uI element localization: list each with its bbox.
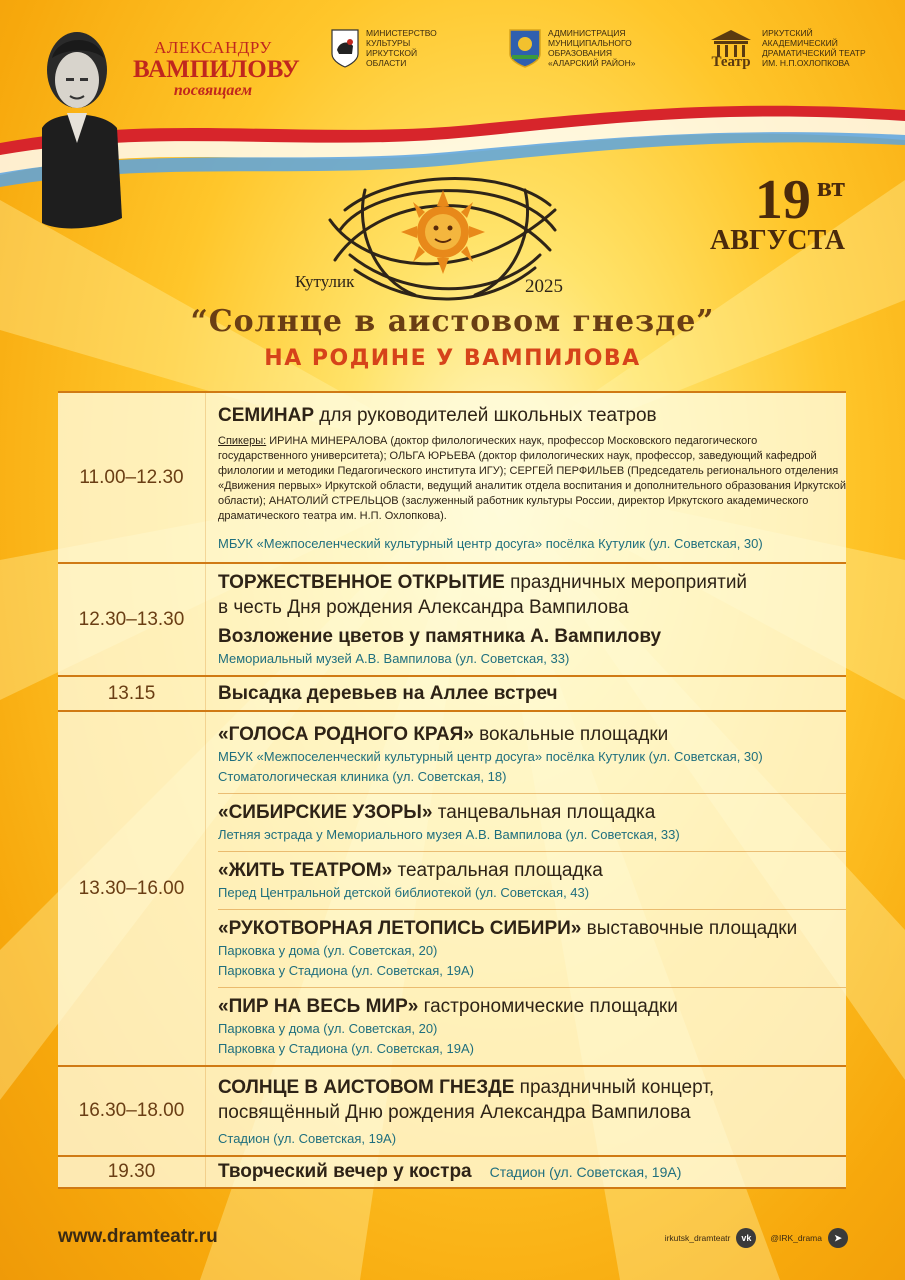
event-address: Летняя эстрада у Мемориального музея А.В. Вампилова (ул. Советская, 33) xyxy=(218,827,680,842)
speakers-text: ИРИНА МИНЕРАЛОВА (доктор филологических наук, профессор Московского педагогического государственного университета); ОЛЬГА ЮРЬЕВА (доктор филологических наук, профессор, заведующий кафедрой филологии и методики Педагогического института ИГУ); СЕРГЕЙ ПЕРФИЛЬЕВ (Председатель регионального отделения «Движения первых» Иркутской области, ведущий аналитик отдела воспитания и дополнительного образования Иркутской области); АНАТОЛИЙ СТРЕЛЬЦОВ (заслуженный работник культуры России, директор Иркутского академического драматического театра им. Н.П. Охлопкова). xyxy=(218,435,846,522)
partner-theatre-line: ИМ. Н.П.ОХЛОПКОВА xyxy=(762,58,850,68)
partner-ministry-line: ИРКУТСКОЙ xyxy=(366,48,418,58)
event-address: Стадион (ул. Советская, 19А) xyxy=(489,1164,682,1180)
partner-admin-line: ОБРАЗОВАНИЯ xyxy=(548,48,612,58)
schedule-time: 12.30–13.30 xyxy=(58,564,206,675)
page-subtitle: НА РОДИНЕ У ВАМПИЛОВА xyxy=(264,346,641,371)
schedule-time: 16.30–18.00 xyxy=(58,1067,206,1155)
telegram-icon[interactable]: ➤ xyxy=(828,1228,848,1248)
event-title-line2: в честь Дня рождения Александра Вампилова xyxy=(218,597,629,618)
schedule-table xyxy=(58,391,846,1189)
alarsky-district-emblem-icon xyxy=(508,28,542,68)
schedule-row xyxy=(58,675,846,710)
partner-admin-line: МУНИЦИПАЛЬНОГО xyxy=(548,38,632,48)
page-title: “Солнце в аистовом гнезде” xyxy=(190,304,715,339)
event-title-rest: гастрономические площадки xyxy=(418,996,678,1017)
partner-ministry xyxy=(330,28,437,68)
vampilov-portrait xyxy=(22,18,132,238)
partner-theatre-line: ИРКУТСКИЙ xyxy=(762,28,813,38)
social-links xyxy=(665,1228,848,1248)
dedication-line1: АЛЕКСАНДРУ xyxy=(154,38,272,57)
event-address: Парковка у Стадиона (ул. Советская, 19А) xyxy=(218,963,474,978)
event-title: «РУКОТВОРНАЯ ЛЕТОПИСЬ СИБИРИ» xyxy=(218,918,582,939)
event-title: Высадка деревьев на Аллее встреч xyxy=(218,683,558,704)
event-title: «ГОЛОСА РОДНОГО КРАЯ» xyxy=(218,724,474,745)
schedule-row xyxy=(58,1065,846,1155)
partner-theatre xyxy=(706,28,866,72)
schedule-time: 11.00–12.30 xyxy=(58,393,206,562)
schedule-time: 13.30–16.00 xyxy=(58,712,206,1065)
event-address: Перед Центральной детской библиотекой (ул. Советская, 43) xyxy=(218,885,590,900)
schedule-row xyxy=(58,710,846,1065)
event-title-rest: театральная площадка xyxy=(392,860,603,881)
event-address: Парковка у Стадиона (ул. Советская, 19А) xyxy=(218,1041,474,1056)
partner-admin-line: АДМИНИСТРАЦИЯ xyxy=(548,28,626,38)
event-title: СОЛНЦЕ В АИСТОВОМ ГНЕЗДЕ xyxy=(218,1077,515,1098)
schedule-row xyxy=(58,1155,846,1189)
partner-administration xyxy=(508,28,635,68)
date-weekday: вт xyxy=(816,172,845,203)
schedule-row xyxy=(58,391,846,562)
footer xyxy=(58,1224,848,1254)
dedication-block xyxy=(133,38,300,100)
event-title-rest: праздничный концерт, xyxy=(514,1077,715,1098)
telegram-handle[interactable]: @IRK_drama xyxy=(770,1233,822,1243)
speakers-label: Спикеры: xyxy=(218,435,267,447)
partner-ministry-line: ОБЛАСТИ xyxy=(366,58,407,68)
date-day: 19 xyxy=(754,169,811,231)
event-title: Творческий вечер у костра xyxy=(218,1161,472,1182)
event-title: СЕМИНАР xyxy=(218,405,314,426)
event-address: Стадион (ул. Советская, 19А) xyxy=(218,1131,397,1146)
event-address: Мемориальный музей А.В. Вампилова (ул. Советская, 33) xyxy=(218,651,570,666)
event-title-rest: праздничных мероприятий xyxy=(504,572,748,593)
partner-theatre-line: АКАДЕМИЧЕСКИЙ xyxy=(762,38,838,48)
event-title-rest: выставочные площадки xyxy=(581,918,798,939)
vk-icon[interactable]: vk xyxy=(736,1228,756,1248)
vk-handle[interactable]: irkutsk_dramteatr xyxy=(664,1233,731,1243)
irkutsk-coat-of-arms-icon xyxy=(330,28,360,68)
schedule-row xyxy=(58,562,846,675)
theatre-logo-icon xyxy=(706,28,756,72)
event-date xyxy=(710,169,845,256)
partner-ministry-line: КУЛЬТУРЫ xyxy=(366,38,411,48)
theatre-logo-text: Театр xyxy=(711,54,751,70)
event-address: Парковка у дома (ул. Советская, 20) xyxy=(218,943,438,958)
emblem-year-label: 2025 xyxy=(525,276,563,297)
schedule-time: 13.15 xyxy=(58,677,206,710)
dedication-line2: ВАМПИЛОВУ xyxy=(133,56,300,83)
date-month: АВГУСТА xyxy=(710,225,845,256)
partner-admin-line: «АЛАРСКИЙ РАЙОН» xyxy=(548,58,636,68)
event-title: «ПИР НА ВЕСЬ МИР» xyxy=(218,996,419,1017)
event-title-line2: посвящённый Дню рождения Александра Вампилова xyxy=(218,1102,691,1123)
website-link[interactable]: www.dramteatr.ru xyxy=(58,1226,218,1247)
event-subtitle: Возложение цветов у памятника А. Вампилову xyxy=(218,626,662,647)
partner-ministry-line: МИНИСТЕРСТВО xyxy=(366,28,437,38)
schedule-time: 19.30 xyxy=(58,1157,206,1187)
event-address: Стоматологическая клиника (ул. Советская, 18) xyxy=(218,769,507,784)
event-address: МБУК «Межпоселенческий культурный центр досуга» посёлка Кутулик (ул. Советская, 30) xyxy=(218,536,763,551)
dedication-line3: посвящаем xyxy=(173,82,253,99)
partner-theatre-line: ДРАМАТИЧЕСКИЙ ТЕАТР xyxy=(762,48,866,58)
event-title: «СИБИРСКИЕ УЗОРЫ» xyxy=(218,802,433,823)
event-title-rest: для руководителей школьных театров xyxy=(314,405,657,426)
emblem-place-label: Кутулик xyxy=(295,272,355,291)
event-title: ТОРЖЕСТВЕННОЕ ОТКРЫТИЕ xyxy=(218,572,505,593)
event-title-rest: вокальные площадки xyxy=(473,724,669,745)
event-address: Парковка у дома (ул. Советская, 20) xyxy=(218,1021,438,1036)
event-title-rest: танцевальная площадка xyxy=(432,802,656,823)
event-address: МБУК «Межпоселенческий культурный центр досуга» посёлка Кутулик (ул. Советская, 30) xyxy=(218,749,763,764)
festival-emblem xyxy=(285,160,595,310)
event-title: «ЖИТЬ ТЕАТРОМ» xyxy=(218,860,393,881)
